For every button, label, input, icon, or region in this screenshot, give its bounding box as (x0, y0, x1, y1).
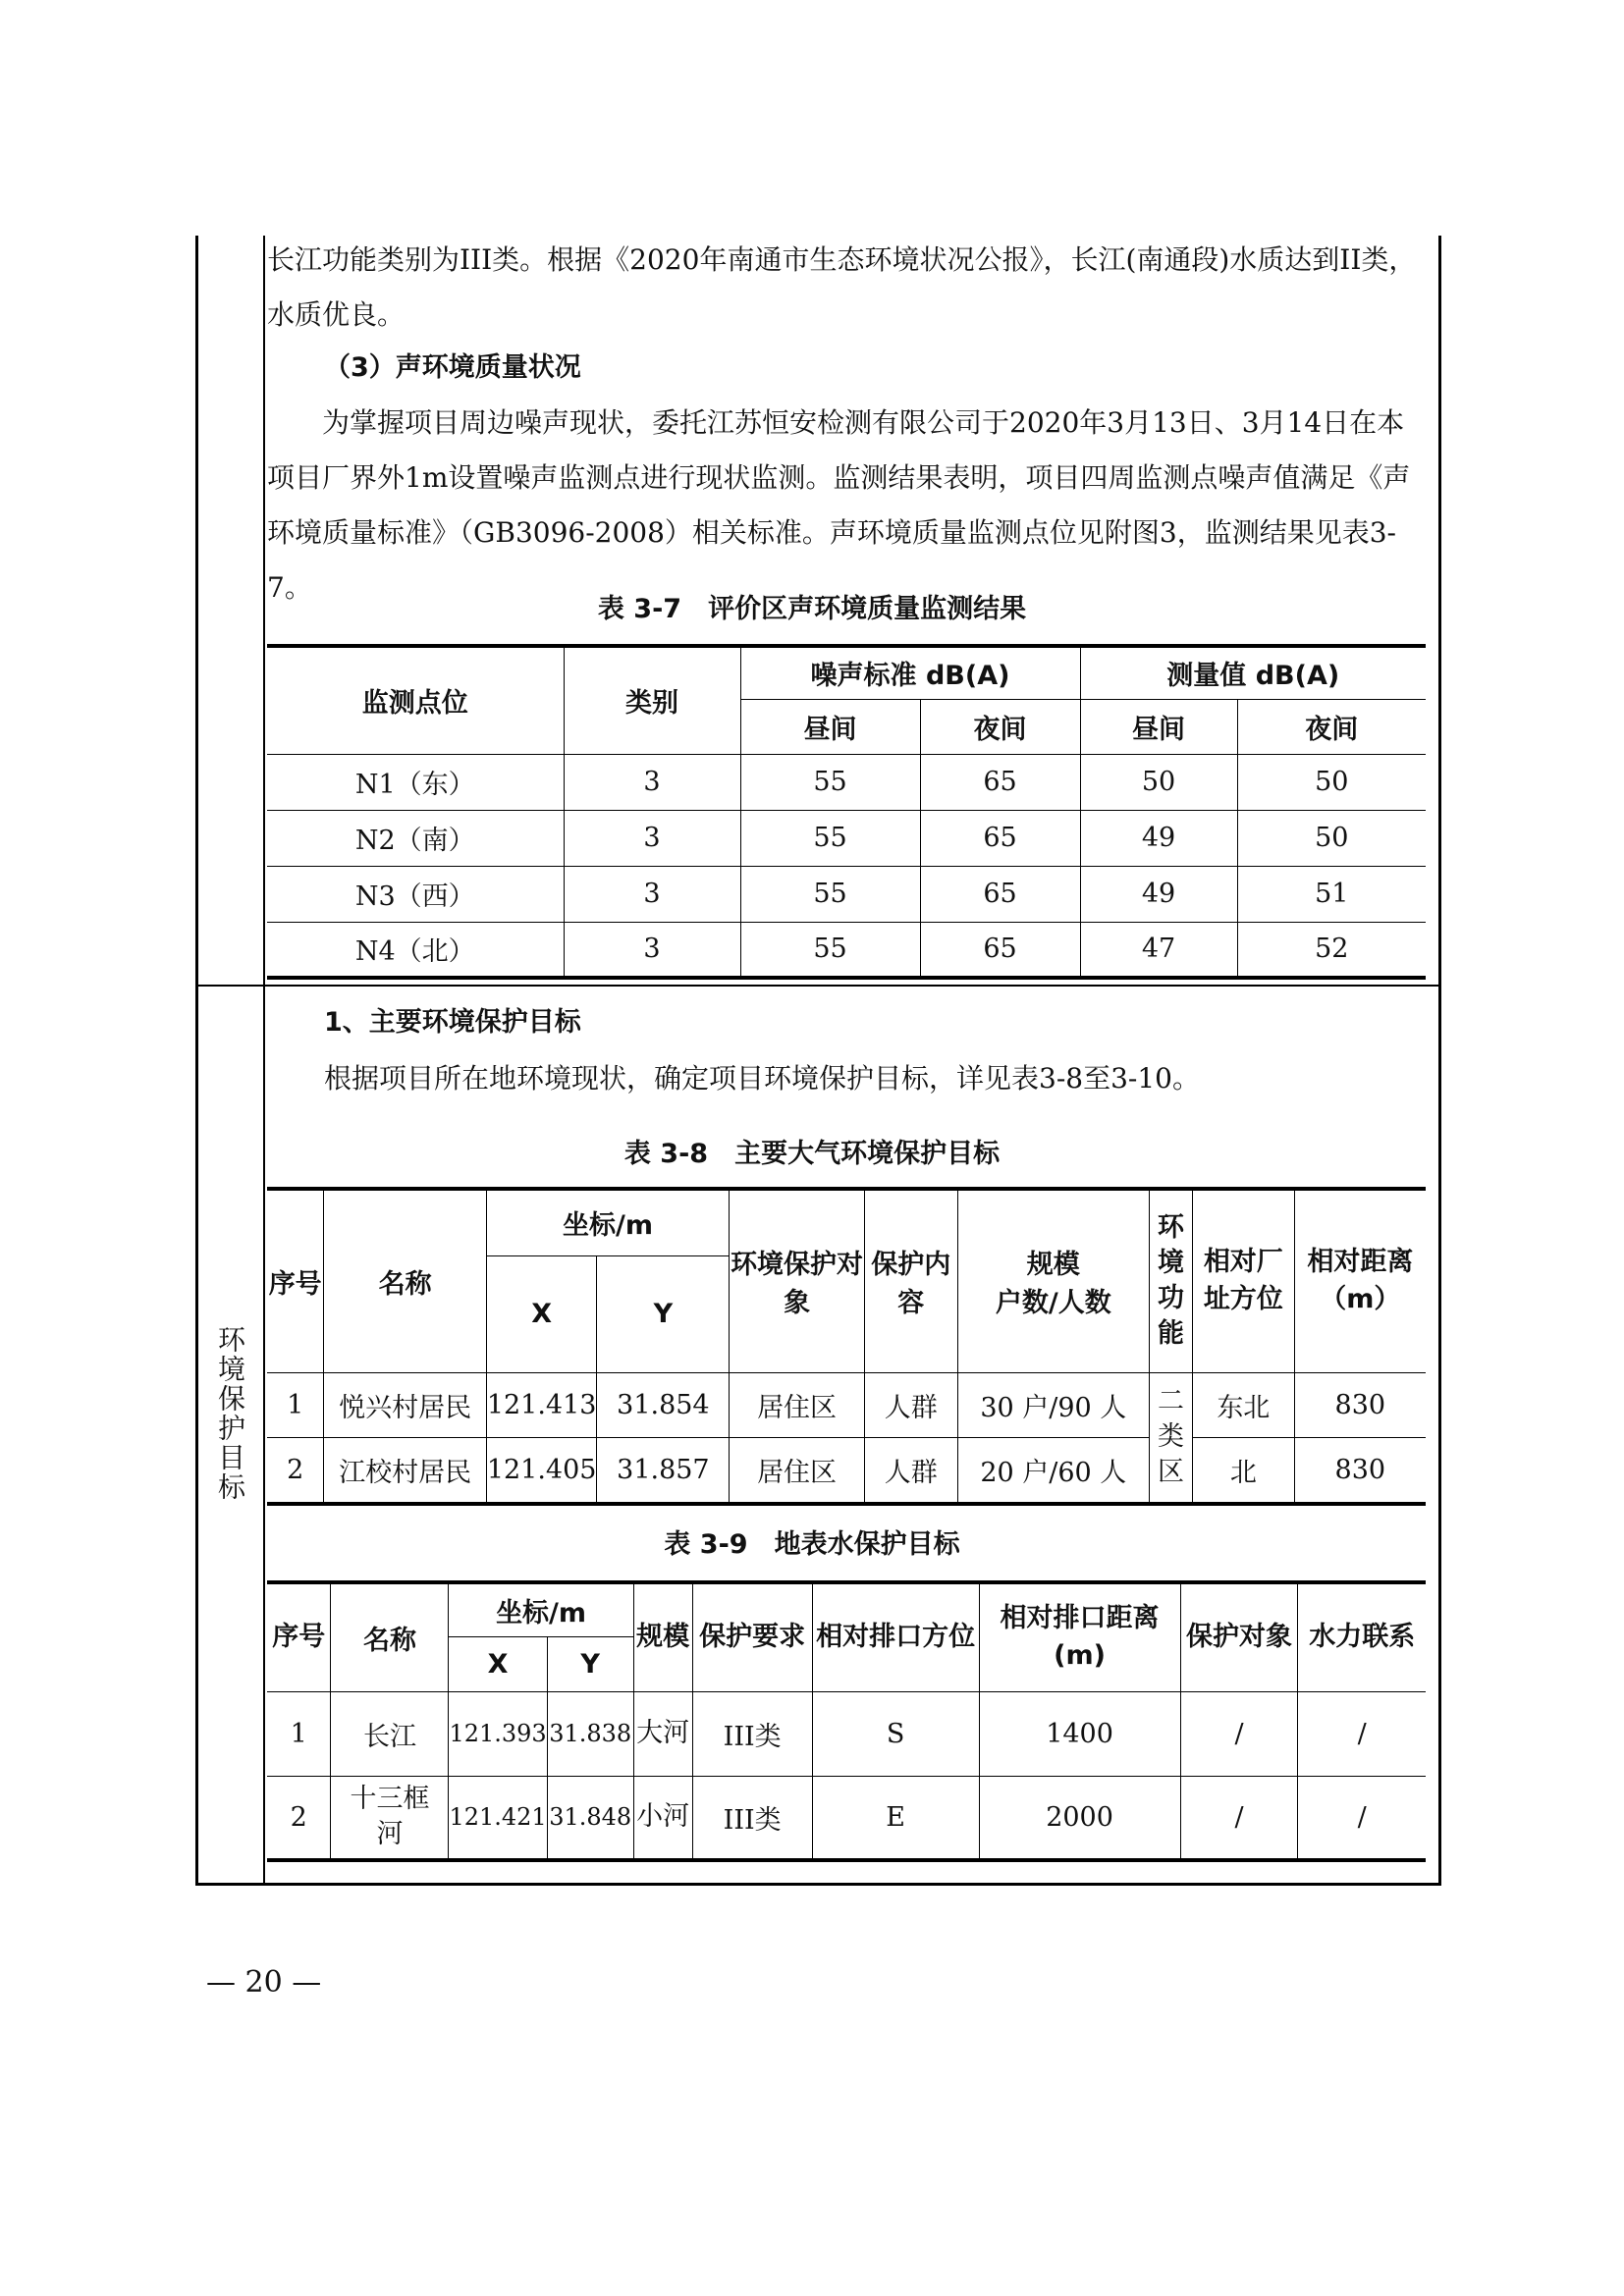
table37-caption: 表 3-7 评价区声环境质量监测结果 (597, 594, 1027, 624)
cell-scale: 大河 (633, 1691, 692, 1776)
cell-direction: S (812, 1691, 979, 1776)
cell-class: 3 (564, 810, 740, 866)
cell-name: 十三框河 (331, 1776, 449, 1860)
left-category-column (198, 236, 265, 1883)
cell-x: 121.393 (449, 1691, 547, 1776)
cell-distance: 830 (1294, 1437, 1426, 1504)
header-relative-distance: 相对距离（m） (1294, 1189, 1426, 1372)
cell-class: 3 (564, 866, 740, 922)
cell-distance: 2000 (979, 1776, 1180, 1860)
cell-distance: 830 (1294, 1372, 1426, 1437)
cell-direction: 北 (1192, 1437, 1294, 1504)
paragraph-noise-monitoring: 为掌握项目周边噪声现状，委托江苏恒安检测有限公司于2020年3月13日、3月14日在本项目厂界外1m设置噪声监测点进行现状监测。监测结果表明，项目四周监测点噪声值满足《声环境质量标准》（GB3096-2008）相关标准。声环境质量监测点位见附图3，监测结果见表3-7。 (267, 406, 1411, 604)
side-label-environment-protection: 环境保护目标 (214, 1325, 246, 1502)
cell-scale: 小河 (633, 1776, 692, 1860)
header-measured-value: 测量值 dB(A) (1080, 646, 1426, 699)
cell-meas-night: 51 (1237, 866, 1426, 922)
header-name: 名称 (324, 1189, 486, 1372)
table-row (267, 810, 1426, 866)
cell-point: N2（南） (267, 810, 564, 866)
header-meas-night: 夜间 (1237, 699, 1426, 754)
cell-scale: 20 户/60 人 (957, 1437, 1149, 1504)
table-row (267, 1372, 1426, 1437)
header-x: X (449, 1636, 547, 1691)
header-protect-object: 保护对象 (1180, 1582, 1298, 1691)
cell-direction: 东北 (1192, 1372, 1294, 1437)
header-noise-standard: 噪声标准 dB(A) (740, 646, 1080, 699)
paragraph-water-quality: 长江功能类别为III类。根据《2020年南通市生态环境状况公报》，长江(南通段)水质达到II类，水质优良。 (267, 243, 1417, 331)
header-category: 类别 (564, 646, 740, 754)
header-no: 序号 (267, 1582, 331, 1691)
cell-content: 人群 (864, 1372, 957, 1437)
table-3-7 (267, 644, 1426, 980)
header-protect-content: 保护内容 (864, 1189, 957, 1372)
cell-no: 1 (267, 1691, 331, 1776)
header-outlet-distance: 相对排口距离(m) (979, 1582, 1180, 1691)
cell-meas-night: 50 (1237, 754, 1426, 810)
cell-object: / (1180, 1691, 1298, 1776)
cell-meas-day: 49 (1080, 866, 1237, 922)
cell-y: 31.838 (547, 1691, 633, 1776)
cell-meas-night: 52 (1237, 922, 1426, 978)
cell-requirement: III类 (692, 1776, 812, 1860)
cell-class: 3 (564, 922, 740, 978)
header-coord: 坐标/m (486, 1189, 729, 1255)
cell-std-day: 55 (740, 754, 920, 810)
cell-requirement: III类 (692, 1691, 812, 1776)
cell-no: 2 (267, 1437, 324, 1504)
paragraph-protection-targets: 根据项目所在地环境现状，确定项目环境保护目标，详见表3-8至3-10。 (324, 1062, 1200, 1095)
cell-x: 121.421 (449, 1776, 547, 1860)
cell-no: 1 (267, 1372, 324, 1437)
cell-y: 31.854 (597, 1372, 730, 1437)
header-meas-day: 昼间 (1080, 699, 1237, 754)
cell-std-night: 65 (920, 810, 1080, 866)
header-relative-direction: 相对厂址方位 (1192, 1189, 1294, 1372)
header-coord: 坐标/m (449, 1582, 633, 1636)
cell-env-function: 二类区 (1150, 1372, 1193, 1504)
cell-name: 江校村居民 (324, 1437, 486, 1504)
cell-x: 121.405 (486, 1437, 597, 1504)
cell-meas-day: 49 (1080, 810, 1237, 866)
header-monitor-point: 监测点位 (267, 646, 564, 754)
header-protect-object: 环境保护对象 (730, 1189, 865, 1372)
table-row (267, 1776, 1426, 1860)
cell-std-day: 55 (740, 922, 920, 978)
cell-direction: E (812, 1776, 979, 1860)
header-y: Y (597, 1255, 730, 1372)
cell-object: / (1180, 1776, 1298, 1860)
cell-std-night: 65 (920, 754, 1080, 810)
cell-std-night: 65 (920, 866, 1080, 922)
cell-point: N1（东） (267, 754, 564, 810)
header-env-function: 环境功能 (1150, 1189, 1193, 1372)
cell-object: 居住区 (730, 1437, 865, 1504)
table-3-9 (267, 1580, 1426, 1862)
cell-name: 长江 (331, 1691, 449, 1776)
cell-name: 悦兴村居民 (324, 1372, 486, 1437)
header-outlet-direction: 相对排口方位 (812, 1582, 979, 1691)
cell-hydraulic: / (1298, 1691, 1426, 1776)
cell-std-day: 55 (740, 866, 920, 922)
table39-caption: 表 3-9 地表水保护目标 (664, 1529, 960, 1560)
table-row (267, 866, 1426, 922)
cell-distance: 1400 (979, 1691, 1180, 1776)
table-row (267, 754, 1426, 810)
page-number: — 20 — (206, 1965, 322, 2000)
cell-meas-night: 50 (1237, 810, 1426, 866)
heading-protection-targets: 1、主要环境保护目标 (324, 1007, 581, 1038)
header-std-night: 夜间 (920, 699, 1080, 754)
header-hydraulic-link: 水力联系 (1298, 1582, 1426, 1691)
cell-x: 121.413 (486, 1372, 597, 1437)
cell-object: 居住区 (730, 1372, 865, 1437)
cell-meas-day: 47 (1080, 922, 1237, 978)
table-3-8 (267, 1187, 1426, 1506)
cell-y: 31.857 (597, 1437, 730, 1504)
header-x: X (486, 1255, 597, 1372)
cell-hydraulic: / (1298, 1776, 1426, 1860)
cell-content: 人群 (864, 1437, 957, 1504)
cell-std-night: 65 (920, 922, 1080, 978)
table-row (267, 1691, 1426, 1776)
header-scale: 规模 (633, 1582, 692, 1691)
cell-point: N4（北） (267, 922, 564, 978)
header-y: Y (547, 1636, 633, 1691)
table38-caption: 表 3-8 主要大气环境保护目标 (623, 1139, 1001, 1169)
heading-acoustic-status: （3）声环境质量状况 (324, 352, 581, 383)
header-protect-req: 保护要求 (692, 1582, 812, 1691)
cell-std-day: 55 (740, 810, 920, 866)
header-no: 序号 (267, 1189, 324, 1372)
cell-no: 2 (267, 1776, 331, 1860)
section-divider (198, 985, 1438, 987)
table-row (267, 1437, 1426, 1504)
cell-class: 3 (564, 754, 740, 810)
cell-y: 31.848 (547, 1776, 633, 1860)
header-name: 名称 (331, 1582, 449, 1691)
cell-point: N3（西） (267, 866, 564, 922)
cell-scale: 30 户/90 人 (957, 1372, 1149, 1437)
header-std-day: 昼间 (740, 699, 920, 754)
cell-meas-day: 50 (1080, 754, 1237, 810)
table-row (267, 922, 1426, 978)
header-scale: 规模 户数/人数 (957, 1189, 1149, 1372)
